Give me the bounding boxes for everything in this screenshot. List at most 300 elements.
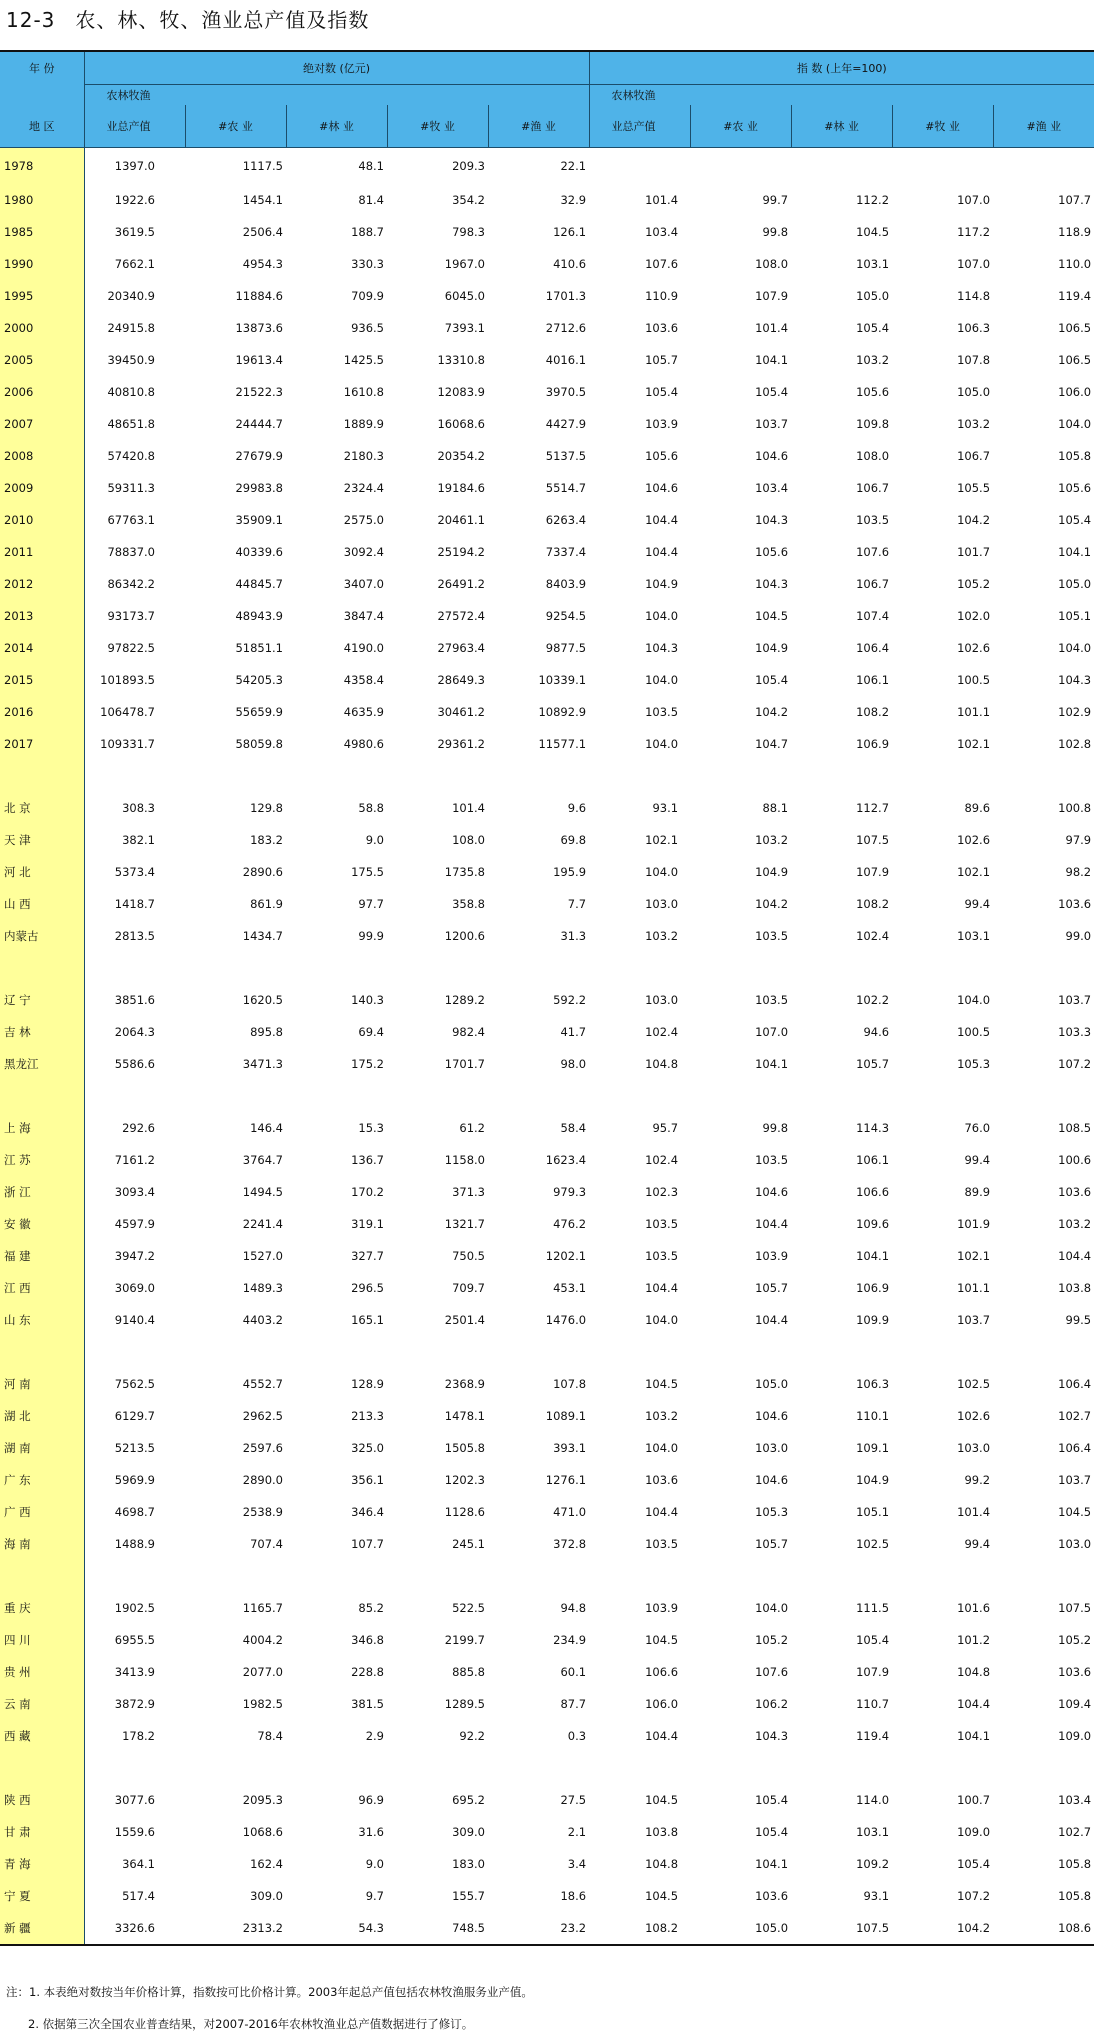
absolute-value-cell: 93173.7 [107, 609, 155, 623]
index-value-cell: 104.4 [645, 1281, 679, 1295]
table-row [0, 344, 1094, 376]
index-value-cell: 104.0 [645, 1441, 679, 1455]
absolute-value-cell: 1321.7 [444, 1217, 485, 1231]
index-value-cell: 99.0 [1065, 929, 1092, 943]
index-value-cell: 104.4 [645, 513, 679, 527]
footnotes [6, 1976, 533, 2040]
index-value-cell: 108.0 [755, 257, 789, 271]
group-spacer-row [0, 1752, 1094, 1784]
absolute-value-cell: 9140.4 [114, 1313, 155, 1327]
absolute-value-cell: 2241.4 [242, 1217, 283, 1231]
absolute-value-cell: 364.1 [122, 1857, 155, 1871]
table-row [0, 1016, 1094, 1048]
abs-animal-husbandry-header: #牧 业 [387, 105, 488, 148]
index-value-cell: 104.0 [645, 865, 679, 879]
group-spacer-row [0, 1080, 1094, 1112]
index-value-cell: 104.4 [645, 1505, 679, 1519]
table-row [0, 664, 1094, 696]
table-number: 12-3 [6, 8, 56, 32]
absolute-value-cell: 7562.5 [114, 1377, 155, 1391]
index-value-cell: 118.9 [1058, 225, 1092, 239]
absolute-value-cell: 1289.2 [444, 993, 485, 1007]
absolute-value-cell: 695.2 [452, 1793, 485, 1807]
index-value-cell: 102.6 [957, 641, 991, 655]
absolute-value-cell: 2538.9 [242, 1505, 283, 1519]
row-label: 河 南 [0, 1368, 84, 1400]
index-value-cell: 107.0 [957, 193, 991, 207]
index-value-cell: 102.4 [645, 1153, 679, 1167]
index-value-cell: 104.2 [892, 1912, 993, 1945]
index-value-cell: 103.2 [1058, 1217, 1092, 1231]
table-row [0, 248, 1094, 280]
absolute-value-cell: 709.7 [452, 1281, 485, 1295]
index-value-cell: 103.5 [645, 705, 679, 719]
index-value-cell: 105.0 [1058, 577, 1092, 591]
index-value-cell: 107.6 [755, 1665, 789, 1679]
absolute-value-cell: 2324.4 [343, 481, 384, 495]
absolute-value-cell: 107.8 [553, 1377, 587, 1391]
absolute-value-cell: 11884.6 [235, 289, 283, 303]
table-row [0, 408, 1094, 440]
row-label: 北 京 [0, 792, 84, 824]
absolute-value-cell: 146.4 [250, 1121, 283, 1135]
index-value-cell: 105.0 [957, 385, 991, 399]
index-value-cell: 101.4 [957, 1505, 991, 1519]
index-value-cell: 101.2 [957, 1633, 991, 1647]
absolute-value-cell: 87.7 [560, 1697, 587, 1711]
absolute-value-cell: 1165.7 [242, 1601, 283, 1615]
index-value-cell: 103.6 [645, 1473, 679, 1487]
absolute-value-cell: 3619.5 [114, 225, 155, 239]
index-value-cell: 114.0 [856, 1793, 890, 1807]
index-value-cell: 100.6 [1058, 1153, 1092, 1167]
absolute-value-cell: 2813.5 [114, 929, 155, 943]
index-value-cell: 108.2 [856, 705, 890, 719]
absolute-group-header: 绝对数 (亿元) [84, 51, 589, 85]
abs-forestry-header: #林 业 [286, 105, 387, 148]
absolute-value-cell: 59311.3 [107, 481, 155, 495]
absolute-value-cell: 78.4 [257, 1729, 283, 1743]
absolute-value-cell: 9877.5 [545, 641, 587, 655]
index-value-cell: 101.4 [645, 193, 679, 207]
absolute-value-cell: 20354.2 [437, 449, 485, 463]
index-value-cell: 102.1 [645, 833, 679, 847]
absolute-value-cell: 3413.9 [114, 1665, 155, 1679]
index-value-cell: 103.5 [755, 929, 789, 943]
table-row [0, 1592, 1094, 1624]
table-row [0, 1400, 1094, 1432]
table-row [0, 1784, 1094, 1816]
absolute-value-cell: 1276.1 [545, 1473, 587, 1487]
row-label: 广 西 [0, 1496, 84, 1528]
index-value-cell: 103.9 [645, 1601, 679, 1615]
row-label: 2015 [0, 664, 84, 696]
abs-agriculture-header: #农 业 [185, 105, 286, 148]
absolute-value-cell: 155.7 [452, 1889, 485, 1903]
index-value-cell: 101.4 [755, 321, 789, 335]
index-value-cell: 106.4 [856, 641, 890, 655]
index-value-cell: 102.7 [1058, 1409, 1092, 1423]
table-row [0, 1720, 1094, 1752]
index-value-cell: 104.1 [755, 1857, 789, 1871]
index-value-cell: 105.0 [856, 289, 890, 303]
index-value-cell: 103.4 [645, 225, 679, 239]
absolute-value-cell: 4552.7 [242, 1377, 283, 1391]
absolute-value-cell: 2597.6 [242, 1441, 283, 1455]
index-value-cell: 103.7 [755, 417, 789, 431]
absolute-value-cell: 3764.7 [242, 1153, 283, 1167]
absolute-value-cell: 1476.0 [545, 1313, 587, 1327]
index-value-cell: 108.5 [1058, 1121, 1092, 1135]
index-value-cell: 102.6 [957, 833, 991, 847]
absolute-value-cell: 6955.5 [114, 1633, 155, 1647]
index-value-cell: 107.6 [856, 545, 890, 559]
abs-total-header-line1: 农林牧渔 [84, 85, 185, 106]
absolute-value-cell: 162.4 [250, 1857, 283, 1871]
absolute-value-cell: 346.4 [351, 1505, 384, 1519]
index-value-cell: 95.7 [652, 1121, 679, 1135]
index-value-cell: 100.8 [1058, 801, 1092, 815]
absolute-value-cell: 2712.6 [545, 321, 587, 335]
index-value-cell: 106.7 [957, 449, 991, 463]
index-value-cell: 99.2 [964, 1473, 991, 1487]
index-value-cell: 104.3 [755, 1729, 789, 1743]
index-value-cell: 103.3 [1058, 1025, 1092, 1039]
absolute-value-cell: 3326.6 [84, 1912, 185, 1945]
row-label: 江 西 [0, 1272, 84, 1304]
absolute-value-cell: 24444.7 [235, 417, 283, 431]
absolute-value-cell: 106478.7 [100, 705, 155, 719]
index-value-cell: 112.2 [856, 193, 890, 207]
absolute-value-cell: 1128.6 [444, 1505, 485, 1519]
absolute-value-cell: 861.9 [250, 897, 283, 911]
index-value-cell: 105.1 [856, 1505, 890, 1519]
absolute-value-cell: 2501.4 [444, 1313, 485, 1327]
index-value-cell: 103.7 [1058, 1473, 1092, 1487]
absolute-value-cell: 1982.5 [242, 1697, 283, 1711]
absolute-value-cell: 6129.7 [114, 1409, 155, 1423]
absolute-value-cell: 3471.3 [242, 1057, 283, 1071]
index-value-cell: 106.3 [856, 1377, 890, 1391]
index-value-cell: 106.6 [856, 1185, 890, 1199]
index-value-cell: 104.1 [755, 353, 789, 367]
index-value-cell: 104.9 [755, 641, 789, 655]
absolute-value-cell: 12083.9 [437, 385, 485, 399]
row-label: 辽 宁 [0, 984, 84, 1016]
absolute-value-cell: 979.3 [553, 1185, 587, 1199]
absolute-value-cell: 4358.4 [343, 673, 384, 687]
absolute-value-cell: 58.8 [358, 801, 384, 815]
index-value-cell: 106.6 [645, 1665, 679, 1679]
row-label: 广 东 [0, 1464, 84, 1496]
index-value-cell: 107.5 [856, 833, 890, 847]
index-value-cell: 102.0 [957, 609, 991, 623]
index-value-cell: 104.4 [1058, 1249, 1092, 1263]
absolute-value-cell: 1068.6 [242, 1825, 283, 1839]
absolute-value-cell: 471.0 [553, 1505, 587, 1519]
absolute-value-cell: 41.7 [560, 1025, 587, 1039]
absolute-value-cell: 94.8 [560, 1601, 587, 1615]
absolute-value-cell: 309.0 [250, 1889, 283, 1903]
row-label: 湖 南 [0, 1432, 84, 1464]
absolute-value-cell: 330.3 [351, 257, 384, 271]
absolute-value-cell: 4980.6 [343, 737, 384, 751]
absolute-value-cell: 4403.2 [242, 1313, 283, 1327]
absolute-value-cell: 58.4 [560, 1121, 587, 1135]
absolute-value-cell: 20340.9 [107, 289, 155, 303]
index-value-cell: 105.4 [755, 673, 789, 687]
absolute-value-cell: 309.0 [452, 1825, 485, 1839]
index-value-cell: 104.6 [645, 481, 679, 495]
absolute-value-cell: 4427.9 [545, 417, 587, 431]
table-row [0, 1144, 1094, 1176]
table-row [0, 792, 1094, 824]
table-row [0, 536, 1094, 568]
absolute-value-cell: 44845.7 [235, 577, 283, 591]
absolute-value-cell: 86342.2 [107, 577, 155, 591]
absolute-value-cell: 23.2 [488, 1912, 589, 1945]
absolute-value-cell: 92.2 [459, 1729, 485, 1743]
absolute-value-cell: 48.1 [358, 159, 384, 173]
absolute-value-cell: 2095.3 [242, 1793, 283, 1807]
index-value-cell: 105.2 [957, 577, 991, 591]
absolute-value-cell: 1289.5 [444, 1697, 485, 1711]
row-label: 福 建 [0, 1240, 84, 1272]
table-row [0, 984, 1094, 1016]
index-value-cell: 103.6 [755, 1889, 789, 1903]
page-title [6, 4, 369, 33]
index-value-cell: 109.1 [856, 1441, 890, 1455]
row-label: 1990 [0, 248, 84, 280]
absolute-value-cell: 592.2 [553, 993, 587, 1007]
absolute-value-cell: 1505.8 [444, 1441, 485, 1455]
absolute-value-cell: 895.8 [250, 1025, 283, 1039]
absolute-value-cell: 1489.3 [242, 1281, 283, 1295]
index-value-cell [589, 148, 690, 185]
index-value-cell: 104.8 [957, 1665, 991, 1679]
row-label: 2012 [0, 568, 84, 600]
table-row [0, 920, 1094, 952]
absolute-value-cell: 11577.1 [538, 737, 587, 751]
index-value-cell: 105.8 [1058, 1857, 1092, 1871]
absolute-value-cell: 2962.5 [242, 1409, 283, 1423]
table-row [0, 280, 1094, 312]
index-value-cell: 110.7 [856, 1697, 890, 1711]
row-label: 江 苏 [0, 1144, 84, 1176]
row-label: 1995 [0, 280, 84, 312]
index-value-cell: 107.2 [957, 1889, 991, 1903]
absolute-value-cell: 9.0 [365, 833, 384, 847]
absolute-value-cell: 178.2 [122, 1729, 155, 1743]
absolute-value-cell: 2575.0 [343, 513, 384, 527]
index-value-cell: 106.1 [856, 1153, 890, 1167]
absolute-value-cell: 98.0 [560, 1057, 587, 1071]
absolute-value-cell: 2506.4 [242, 225, 283, 239]
index-value-cell: 119.4 [856, 1729, 890, 1743]
absolute-value-cell: 5586.6 [114, 1057, 155, 1071]
absolute-value-cell: 3092.4 [343, 545, 384, 559]
absolute-value-cell: 2890.6 [242, 865, 283, 879]
absolute-value-cell: 13873.6 [235, 321, 283, 335]
index-value-cell: 110.0 [1058, 257, 1092, 271]
absolute-value-cell: 31.3 [560, 929, 587, 943]
index-value-cell: 104.2 [957, 513, 991, 527]
index-value-cell: 114.3 [856, 1121, 890, 1135]
index-value-cell: 105.2 [755, 1633, 789, 1647]
absolute-value-cell: 308.3 [122, 801, 155, 815]
absolute-value-cell: 2.1 [567, 1825, 587, 1839]
absolute-value-cell: 69.4 [358, 1025, 384, 1039]
index-value-cell: 109.4 [1058, 1697, 1092, 1711]
absolute-value-cell: 245.1 [452, 1537, 485, 1551]
absolute-value-cell: 1623.4 [545, 1153, 587, 1167]
absolute-value-cell: 22.1 [560, 159, 587, 173]
index-value-cell: 105.0 [690, 1912, 791, 1945]
absolute-value-cell: 1701.3 [545, 289, 587, 303]
index-value-cell: 103.2 [856, 353, 890, 367]
row-label: 上 海 [0, 1112, 84, 1144]
index-value-cell: 103.4 [1058, 1793, 1092, 1807]
table-row [0, 568, 1094, 600]
index-value-cell: 103.4 [755, 481, 789, 495]
row-label: 2013 [0, 600, 84, 632]
index-value-cell: 102.3 [645, 1185, 679, 1199]
index-value-cell: 105.5 [957, 481, 991, 495]
absolute-value-cell: 188.7 [351, 225, 384, 239]
absolute-value-cell: 1117.5 [242, 159, 283, 173]
absolute-value-cell: 798.3 [452, 225, 485, 239]
absolute-value-cell: 1620.5 [242, 993, 283, 1007]
index-value-cell: 109.9 [856, 1313, 890, 1327]
absolute-value-cell: 15.3 [358, 1121, 384, 1135]
absolute-value-cell: 2064.3 [114, 1025, 155, 1039]
index-value-cell: 107.9 [856, 1665, 890, 1679]
absolute-value-cell: 209.3 [452, 159, 485, 173]
index-value-cell: 107.9 [755, 289, 789, 303]
absolute-value-cell: 13310.8 [437, 353, 485, 367]
index-value-cell: 104.2 [755, 897, 789, 911]
index-value-cell: 102.8 [1058, 737, 1092, 751]
absolute-value-cell: 20461.1 [437, 513, 485, 527]
index-value-cell: 103.0 [1058, 1537, 1092, 1551]
index-value-cell: 103.8 [645, 1825, 679, 1839]
index-value-cell: 103.0 [645, 897, 679, 911]
index-value-cell: 104.0 [645, 1313, 679, 1327]
data-table [0, 50, 1094, 1946]
absolute-value-cell: 4016.1 [545, 353, 587, 367]
table-row [0, 184, 1094, 216]
index-value-cell: 100.5 [957, 1025, 991, 1039]
absolute-value-cell: 346.8 [351, 1633, 384, 1647]
index-value-cell: 103.2 [645, 1409, 679, 1423]
absolute-value-cell: 2077.0 [242, 1665, 283, 1679]
index-value-cell: 94.6 [863, 1025, 890, 1039]
index-value-cell: 108.6 [993, 1912, 1094, 1945]
absolute-value-cell: 4698.7 [114, 1505, 155, 1519]
absolute-value-cell: 381.5 [351, 1697, 384, 1711]
absolute-value-cell: 213.3 [351, 1409, 384, 1423]
index-value-cell: 105.4 [856, 321, 890, 335]
absolute-value-cell: 1610.8 [343, 385, 384, 399]
index-value-cell: 104.8 [645, 1857, 679, 1871]
index-value-cell: 103.0 [957, 1441, 991, 1455]
table-row [0, 1912, 1094, 1945]
absolute-value-cell: 96.9 [358, 1793, 384, 1807]
index-value-cell: 119.4 [1058, 289, 1092, 303]
row-label: 新 疆 [0, 1912, 84, 1945]
absolute-value-cell: 3947.2 [114, 1249, 155, 1263]
absolute-value-cell: 1454.1 [242, 193, 283, 207]
absolute-value-cell: 109331.7 [100, 737, 155, 751]
absolute-value-cell: 0.3 [567, 1729, 587, 1743]
table-row [0, 1112, 1094, 1144]
index-value-cell [690, 148, 791, 185]
absolute-value-cell: 1494.5 [242, 1185, 283, 1199]
row-label: 2008 [0, 440, 84, 472]
index-value-cell: 102.5 [856, 1537, 890, 1551]
index-value-cell: 104.0 [1058, 641, 1092, 655]
index-value-cell: 104.6 [755, 449, 789, 463]
index-value-cell: 105.4 [957, 1857, 991, 1871]
absolute-value-cell: 3077.6 [114, 1793, 155, 1807]
absolute-value-cell: 19184.6 [437, 481, 485, 495]
table-row [0, 504, 1094, 536]
absolute-value-cell: 3851.6 [114, 993, 155, 1007]
absolute-value-cell: 29361.2 [437, 737, 485, 751]
absolute-value-cell: 21522.3 [235, 385, 283, 399]
table-row [0, 632, 1094, 664]
index-value-cell: 108.2 [589, 1912, 690, 1945]
row-label: 2000 [0, 312, 84, 344]
index-value-cell: 106.3 [957, 321, 991, 335]
index-value-cell: 101.1 [957, 705, 991, 719]
table-body [0, 148, 1094, 1946]
index-value-cell: 101.9 [957, 1217, 991, 1231]
abs-fishery-header: #渔 业 [488, 105, 589, 148]
index-value-cell: 103.7 [1058, 993, 1092, 1007]
index-value-cell: 99.8 [762, 1121, 789, 1135]
absolute-value-cell: 7337.4 [545, 545, 587, 559]
absolute-value-cell: 1202.1 [545, 1249, 587, 1263]
table-row [0, 1048, 1094, 1080]
absolute-value-cell: 99.9 [358, 929, 384, 943]
index-value-cell: 104.4 [645, 1729, 679, 1743]
index-value-cell: 104.9 [755, 865, 789, 879]
absolute-value-cell: 2368.9 [444, 1377, 485, 1391]
table-row [0, 1240, 1094, 1272]
absolute-value-cell: 3.4 [567, 1857, 587, 1871]
table-row [0, 1176, 1094, 1208]
absolute-value-cell: 4635.9 [343, 705, 384, 719]
table-row [0, 216, 1094, 248]
idx-animal-husbandry-header: #牧 业 [892, 105, 993, 148]
absolute-value-cell: 60.1 [560, 1665, 587, 1679]
absolute-value-cell: 292.6 [122, 1121, 155, 1135]
index-value-cell: 103.6 [645, 321, 679, 335]
index-value-cell: 105.4 [755, 385, 789, 399]
absolute-value-cell: 1902.5 [114, 1601, 155, 1615]
index-value-cell: 104.9 [645, 577, 679, 591]
index-value-cell: 105.4 [755, 1793, 789, 1807]
row-label: 海 南 [0, 1528, 84, 1560]
row-label: 1985 [0, 216, 84, 248]
absolute-value-cell: 5137.5 [545, 449, 587, 463]
row-label: 陕 西 [0, 1784, 84, 1816]
absolute-value-cell: 67763.1 [107, 513, 155, 527]
absolute-value-cell: 78837.0 [107, 545, 155, 559]
index-value-cell: 105.3 [957, 1057, 991, 1071]
index-value-cell: 105.1 [1058, 609, 1092, 623]
